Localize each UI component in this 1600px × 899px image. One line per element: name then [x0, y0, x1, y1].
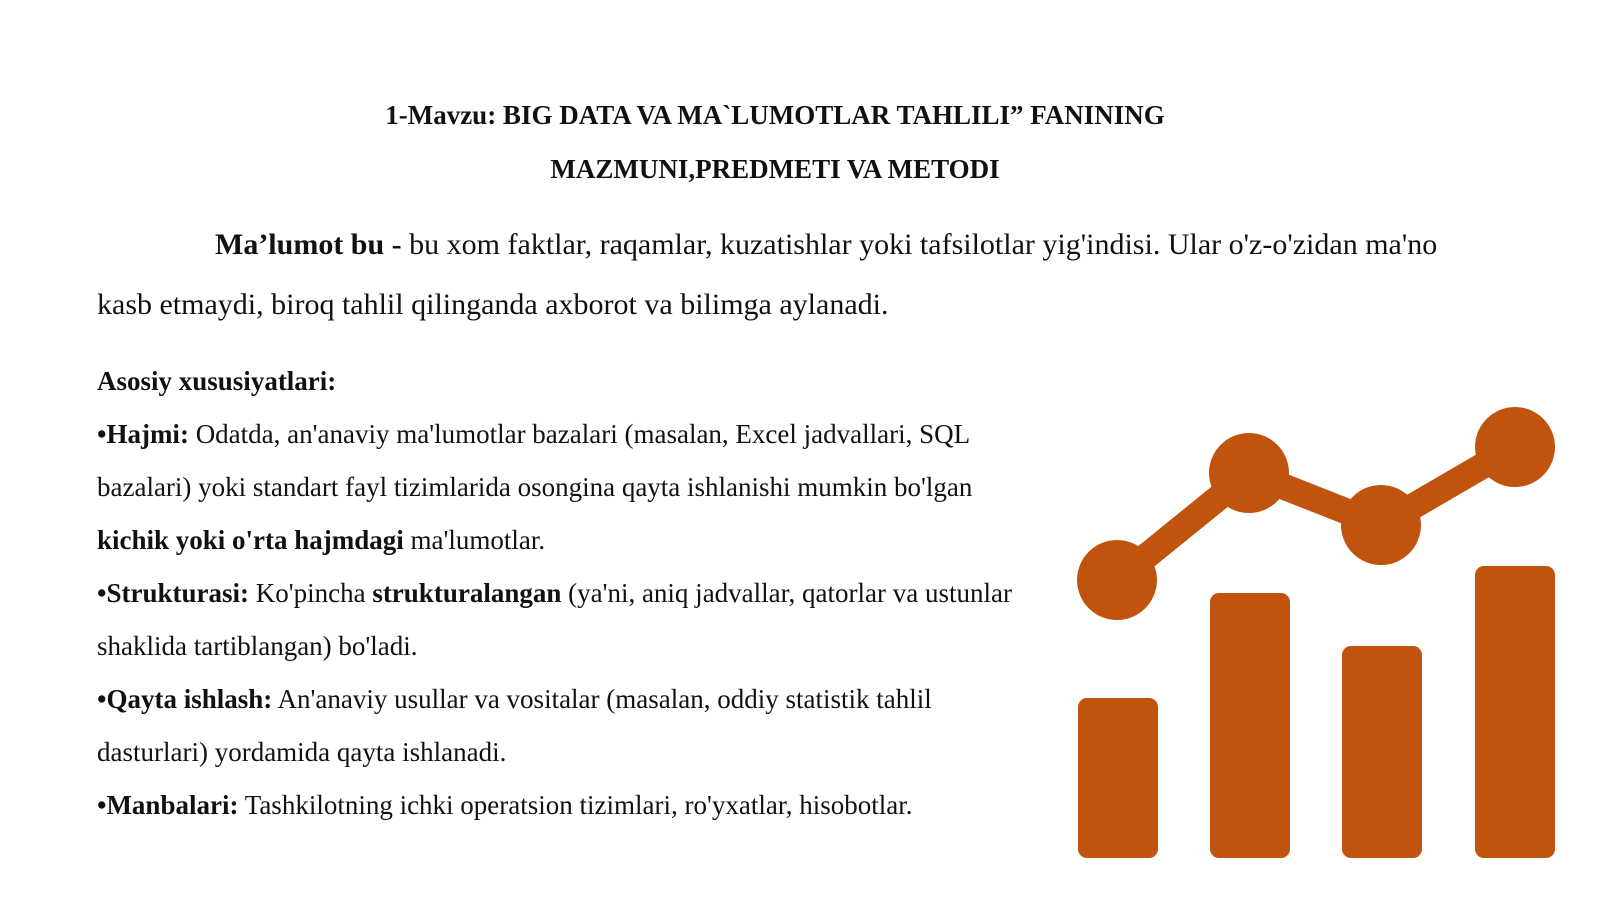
chart-bar-3 — [1342, 646, 1422, 858]
feature-volume — [97, 408, 1037, 567]
feature-volume-text-end: ma'lumotlar. — [403, 525, 546, 555]
feature-processing-label: •Qayta ishlash: — [97, 684, 273, 714]
chart-bar-1 — [1078, 698, 1158, 858]
feature-sources-label: •Manbalari: — [97, 790, 239, 820]
feature-structure-label: •Strukturasi: — [97, 578, 249, 608]
feature-volume-text: Odatda, an'anaviy ma'lumotlar bazalari (masalan, Excel jadvallari, SQL bazalari) yoki standart fayl tizimlarida osongina qayta ishlanishi mumkin bo'lgan — [97, 419, 973, 502]
feature-processing — [97, 673, 1037, 779]
slide-title — [0, 88, 1550, 196]
chart-point-1 — [1077, 540, 1157, 620]
feature-structure — [97, 567, 1037, 673]
feature-sources — [97, 779, 1037, 832]
chart-bar-2 — [1210, 593, 1290, 858]
feature-volume-emphasis: kichik yoki o'rta hajmdagi — [97, 525, 404, 555]
chart-bars — [1078, 566, 1555, 858]
features-heading — [97, 355, 1037, 408]
chart-bar-4 — [1475, 566, 1555, 858]
definition-paragraph — [97, 215, 1497, 335]
feature-processing-text: An'anaviy usullar va vositalar (masalan, oddiy statistik tahlil dasturlari) yordamida qayta ishlanadi. — [97, 684, 932, 767]
feature-structure-emphasis: strukturalangan — [372, 578, 562, 608]
definition-term: Ma’lumot bu - — [215, 228, 402, 261]
feature-volume-label: •Hajmi: — [97, 419, 189, 449]
features-list — [97, 355, 1037, 832]
feature-sources-text: Tashkilotning ichki operatsion tizimlari, ro'yxatlar, hisobotlar. — [238, 790, 913, 820]
chart-point-2 — [1209, 433, 1289, 513]
feature-structure-text-end: (ya'ni, aniq jadvallar, qatorlar va ustunlar shaklida tartiblangan) bo'ladi. — [97, 578, 1012, 661]
growth-chart-icon — [1070, 395, 1570, 875]
slide-title-line-1: 1-Mavzu: BIG DATA VA MA`LUMOTLAR TAHLILI” FANINING — [385, 100, 1165, 130]
chart-trend-line — [1117, 447, 1515, 580]
chart-point-4 — [1475, 407, 1555, 487]
definition-text: bu xom faktlar, raqamlar, kuzatishlar yoki tafsilotlar yig'indisi. Ular o'z-o'zidan ma'no kasb etmaydi, biroq tahlil qilinganda axborot va bilimga aylanadi. — [97, 228, 1438, 321]
chart-point-3 — [1341, 485, 1421, 565]
feature-structure-text: Ko'pincha — [248, 578, 373, 608]
features-heading-text: Asosiy xususiyatlari: — [97, 366, 337, 396]
slide-title-line-2: MAZMUNI,PREDMETI VA METODI — [550, 154, 1000, 184]
